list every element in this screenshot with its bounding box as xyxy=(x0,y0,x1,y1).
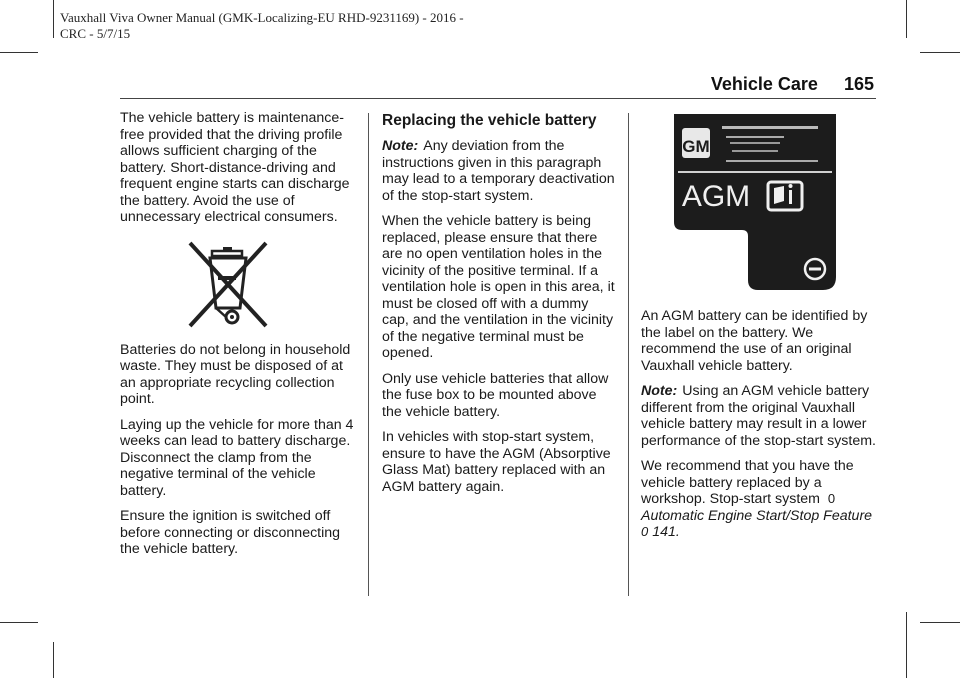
header-rule xyxy=(120,98,876,99)
crop-mark xyxy=(920,622,960,623)
column-divider xyxy=(628,113,629,596)
column-3 xyxy=(641,110,877,550)
note-text: Any deviation from the instructions given in this paragraph may lead to a temporary deactivation of the stop-start system. xyxy=(382,138,615,204)
crop-mark xyxy=(920,52,960,53)
page-number: 165 xyxy=(843,74,874,94)
paragraph-text: We recommend that you have the vehicle battery replaced by a workshop. Stop-start system xyxy=(641,458,854,507)
crop-mark xyxy=(53,0,54,38)
note xyxy=(641,383,877,449)
paragraph: Batteries do not belong in household waste. They must be disposed of at an appropriate recycling collection point. xyxy=(120,341,351,407)
paragraph xyxy=(641,458,877,541)
document-meta: Vauxhall Viva Owner Manual (GMK-Localizing-EU RHD-9231169) - 2016 - CRC - 5/7/15 xyxy=(60,10,464,41)
note-label: Note: xyxy=(641,383,678,399)
cross-reference-end: . xyxy=(675,524,680,540)
crop-mark xyxy=(0,52,38,53)
section-heading: Replacing the vehicle battery xyxy=(382,112,597,129)
column-1 xyxy=(120,110,356,567)
crop-mark xyxy=(0,622,38,623)
paragraph: The vehicle battery is maintenance-free provided that the driving profile allows sufficient charging of the battery. Short-distance-driving and frequent engine starts can discharge the battery. Avoid the use of unnecessary electrical consumers. xyxy=(120,110,350,225)
column-2 xyxy=(382,110,616,504)
paragraph: In vehicles with stop-start system, ensure to have the AGM (Absorptive Glass Mat) battery replaced with an AGM battery again. xyxy=(382,429,611,495)
cross-reference-link[interactable] xyxy=(641,508,872,541)
paragraph: Only use vehicle batteries that allow the fuse box to be mounted above the vehicle battery. xyxy=(382,370,609,420)
crop-mark xyxy=(906,0,907,38)
label-type: AGM xyxy=(681,180,751,213)
note-label: Note: xyxy=(382,138,419,154)
crossed-out-bin-icon xyxy=(186,240,270,332)
paragraph: Laying up the vehicle for more than 4 weeks can lead to battery discharge. Disconnect the clamp from the negative terminal of the vehicle battery. xyxy=(120,416,354,499)
paragraph: An AGM battery can be identified by the label on the battery. We recommend the use of an original Vauxhall vehicle battery. xyxy=(641,308,868,374)
note-text: Using an AGM vehicle battery different from the original Vauxhall vehicle battery may result in a lower performance of the stop-start system. xyxy=(641,383,876,449)
label-brand: GM xyxy=(682,137,710,156)
running-head xyxy=(711,74,874,95)
cross-reference-icon: 0 xyxy=(827,491,836,506)
page-reference-icon: 0 xyxy=(641,524,649,539)
paragraph: When the vehicle battery is being replaced, please ensure that there are no open ventilation holes in the vicinity of the positive terminal. If a ventilation hole is open in this area, it must be closed off with a dummy cap, and the ventilation in the vicinity of the negative terminal must be opened. xyxy=(382,213,615,361)
paragraph: Ensure the ignition is switched off before connecting or disconnecting the vehicle battery. xyxy=(120,508,341,557)
agm-battery-label xyxy=(674,114,836,290)
crop-mark xyxy=(53,642,54,678)
section-name: Vehicle Care xyxy=(710,74,818,94)
column-divider xyxy=(368,113,369,596)
cross-reference-title[interactable]: Automatic Engine Start/Stop Feature xyxy=(641,507,873,524)
cross-reference-page[interactable]: 141 xyxy=(652,524,676,540)
crop-mark xyxy=(906,612,907,678)
note xyxy=(382,138,616,204)
